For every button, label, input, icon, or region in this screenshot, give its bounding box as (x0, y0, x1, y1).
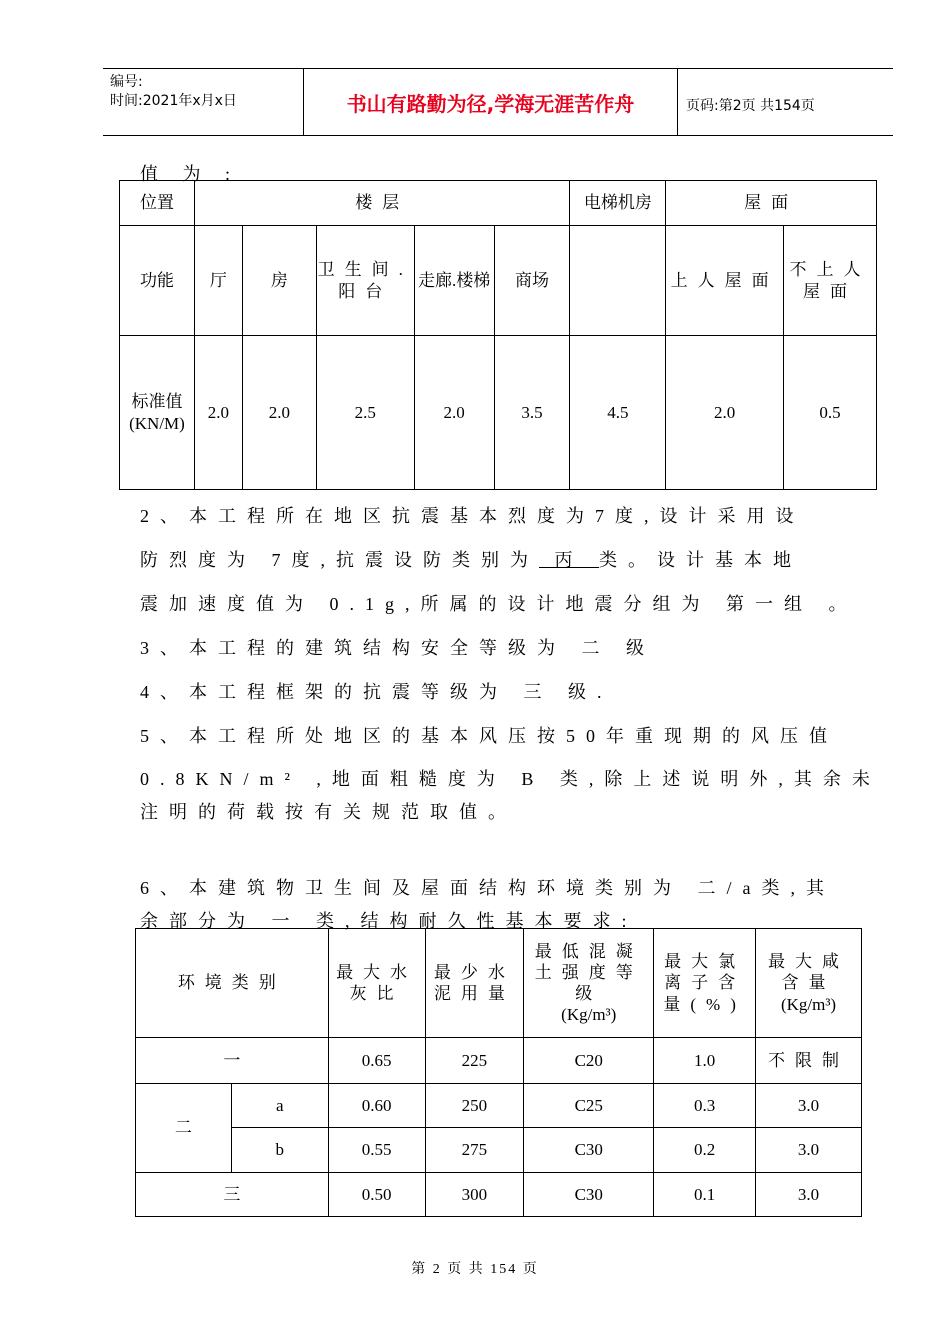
header-max-chloride: 最大氯离子含量(%) (654, 929, 756, 1038)
value-cell: 0.60 (328, 1084, 425, 1128)
value-cell: 0.3 (654, 1084, 756, 1128)
value-cell: C30 (524, 1128, 654, 1173)
cat-cell: 二 (136, 1084, 232, 1173)
value-cell: 0.1 (654, 1173, 756, 1217)
header-floor: 楼层 (194, 181, 569, 226)
para-6-line-2: 余部分为 一 类,结构耐久性基本要求: (140, 911, 638, 931)
value-cell: 300 (425, 1173, 524, 1217)
para-4: 4、本工程框架的抗震等级为 三 级. (140, 682, 613, 702)
value-cell: C30 (524, 1173, 654, 1217)
value-cell: 3.0 (756, 1084, 862, 1128)
value-cell: 2.0 (666, 336, 784, 490)
header-divider (677, 68, 678, 136)
row-label-standard-value: 标准值(KN/M) (120, 336, 195, 490)
value-cell: 3.5 (494, 336, 570, 490)
col-mall: 商场 (494, 226, 570, 336)
col-corridor: 走廊.楼梯 (414, 226, 494, 336)
value-cell: 0.65 (328, 1038, 425, 1084)
cat-cell: 三 (136, 1173, 329, 1217)
col-bathroom: 卫生间.阳台 (316, 226, 414, 336)
header-roof: 屋面 (666, 181, 877, 226)
col-inaccessible-roof: 不上人屋面 (784, 226, 877, 336)
para-2-line-1: 2、本工程所在地区抗震基本烈度为7度,设计采用设 (140, 506, 805, 526)
para-6-line-1: 6、本建筑物卫生间及屋面结构环境类别为 二/a类,其 (140, 878, 835, 898)
value-cell: 225 (425, 1038, 524, 1084)
value-cell: 不限制 (756, 1038, 862, 1084)
para-2-line-2: 防烈度为 7度,抗震设防类别为 丙 类。设计基本地 (140, 550, 802, 570)
value-cell: 0.5 (784, 336, 877, 490)
value-cell: 3.0 (756, 1173, 862, 1217)
value-cell: 250 (425, 1084, 524, 1128)
subcat-cell: b (231, 1128, 328, 1173)
col-room: 房 (242, 226, 316, 336)
para-2-line-3: 震加速度值为 0.1g,所属的设计地震分组为 第一组 。 (140, 594, 858, 614)
value-cell: C20 (524, 1038, 654, 1084)
header-max-alkali: 最大咸含量 (Kg/m³) (756, 929, 862, 1038)
header-elevator-room: 电梯机房 (570, 181, 666, 226)
value-cell: 0.55 (328, 1128, 425, 1173)
col-hall: 厅 (194, 226, 242, 336)
header-function: 功能 (120, 226, 195, 336)
header-env-category: 环境类别 (136, 929, 329, 1038)
page-footer: 第 2 页 共 154 页 (411, 1262, 539, 1277)
cat-cell: 一 (136, 1038, 329, 1084)
header-top-rule (103, 68, 893, 69)
page-indicator: 页码:第2页 共154页 (686, 98, 815, 114)
doc-number-label: 编号: (110, 74, 143, 90)
header-position: 位置 (120, 181, 195, 226)
para-5-line-1: 5、本工程所处地区的基本风压按50年重现期的风压值 (140, 726, 838, 746)
load-table (119, 180, 877, 490)
header-max-wc-ratio: 最大水灰比 (328, 929, 425, 1038)
value-cell: C25 (524, 1084, 654, 1128)
value-cell: 2.5 (316, 336, 414, 490)
subcat-cell: a (231, 1084, 328, 1128)
value-cell: 0.2 (654, 1128, 756, 1173)
value-cell: 2.0 (194, 336, 242, 490)
para-5-line-3: 注明的荷载按有关规范取值。 (140, 802, 517, 822)
value-cell: 275 (425, 1128, 524, 1173)
value-cell: 2.0 (414, 336, 494, 490)
environment-table (135, 928, 862, 1217)
value-cell: 2.0 (242, 336, 316, 490)
para-3: 3、本工程的建筑结构安全等级为 二 级 (140, 638, 655, 658)
value-cell: 4.5 (570, 336, 666, 490)
doc-time-label: 时间:2021年x月x日 (110, 93, 237, 109)
col-accessible-roof: 上人屋面 (666, 226, 784, 336)
header-min-grade: 最低混凝土强度等级 (Kg/m³) (524, 929, 654, 1038)
value-cell: 0.50 (328, 1173, 425, 1217)
para-5-line-2: 0.8KN/m² ,地面粗糙度为 B 类,除上述说明外,其余未 (140, 769, 881, 789)
seismic-category-fill: 丙 (539, 550, 599, 570)
header-bottom-rule (103, 135, 893, 136)
header-motto: 书山有路勤为径,学海无涯苦作舟 (346, 92, 635, 116)
col-elevator (570, 226, 666, 336)
value-cell: 1.0 (654, 1038, 756, 1084)
intro-fragment: 值 为 : (140, 164, 241, 184)
header-min-cement: 最少水泥用量 (425, 929, 524, 1038)
value-cell: 3.0 (756, 1128, 862, 1173)
